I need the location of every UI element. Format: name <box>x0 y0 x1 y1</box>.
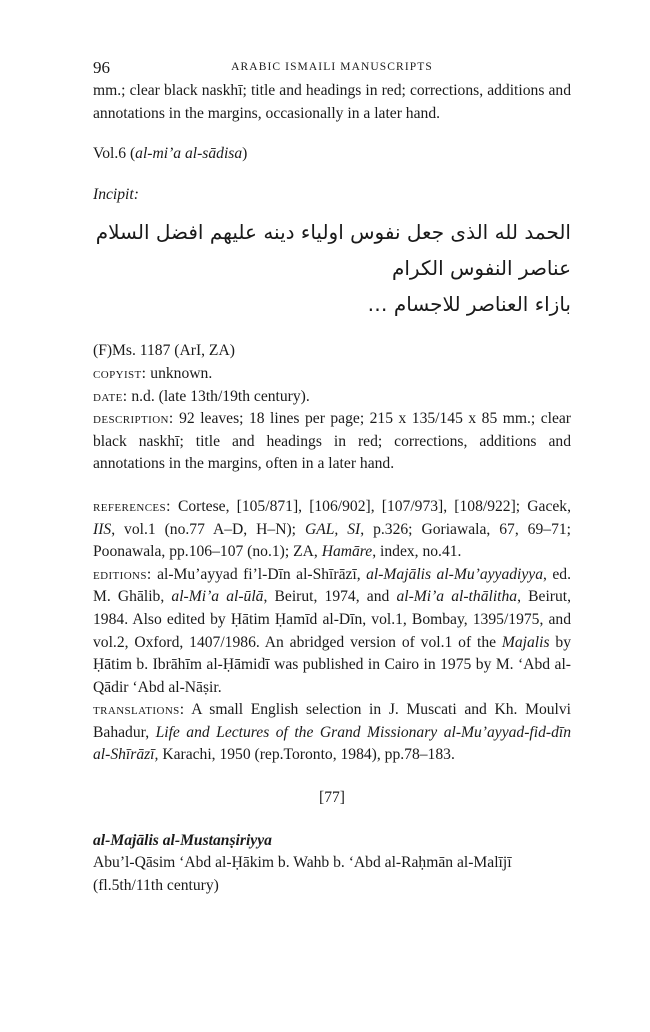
translations-paragraph: translations: A small English selection in J. Muscati and Kh. Moulvi Bahadur, Life and Lectures of the Grand Missionary al-Mu’ayyad-fid-dīn al-Shīrāzī, Karachi, 1950 (rep.Toronto, 1984), pp.78–183. <box>93 701 571 764</box>
running-title: ARABIC ISMAILI MANUSCRIPTS <box>231 61 433 73</box>
volume-title: al-mi’a al-sādisa <box>135 145 243 163</box>
manuscript-page <box>93 58 571 897</box>
date-label: date: <box>93 387 128 405</box>
ms-line: (F)Ms. 1187 (ArI, ZA) <box>93 342 235 360</box>
references-label: references: <box>93 497 171 515</box>
next-entry-dates: (fl.5th/11th century) <box>93 876 219 894</box>
editions-paragraph: editions: al-Mu’ayyad fi’l-Dīn al-Shīrāzī, al-Majālis al-Mu’ayyadiyya, ed. M. Ghālib, al-Mi’a al-ūlā, Beirut, 1974, and al-Mi’a al-thālitha, Beirut, 1984. Also edited by Ḥātim Ḥamīd al-Dīn, vol.1, Bombay, 1395/1975, and vol.2, Oxford, 1407/1986. An abridged version of vol.1 of the Majalis by Ḥātim b. Ibrāhīm al-Ḥāmidī was published in Cairo in 1975 by M. ‘Abd al-Qādir ‘Abd al-Nāṣir. <box>93 565 572 696</box>
intro-paragraph: mm.; clear black naskhī; title and headings in red; corrections, additions and annotations in the margins, occasionally in a later hand. <box>93 82 571 122</box>
references-paragraph: references: Cortese, [105/871], [106/902], [107/973], [108/922]; Gacek, IIS, vol.1 (no.77 A–D, H–N); GAL, SI, p.326; Goriawala, 67, 69–71; Poonawala, pp.106–107 (no.1); ZA, Hamāre, index, no.41. <box>93 497 571 561</box>
date-line: date: n.d. (late 13th/19th century). <box>93 387 310 405</box>
next-entry-title: al-Majālis al-Mustanṣiriyya <box>93 831 272 849</box>
next-entry-author: Abu’l-Qāsim ‘Abd al-Ḥākim b. Wahb b. ‘Abd al-Raḥmān al-Malījī <box>93 854 512 872</box>
copyist-label: copyist: <box>93 364 147 382</box>
incipit-label: Incipit: <box>93 185 139 203</box>
arabic-incipit-line-2: بازاء العناصر للاجسام … <box>367 292 571 317</box>
description-paragraph: description: 92 leaves; 18 lines per page; 215 x 135/145 x 85 mm.; clear black naskhī; title and headings in red; corrections, additions and annotations in the margins, often in a later hand. <box>93 410 571 473</box>
arabic-incipit-line-1: الحمد لله الذى جعل نفوس اولياء دينه عليهم افضل السلام عناصر النفوس الكرام <box>95 220 571 281</box>
copyist-line: copyist: unknown. <box>93 364 213 382</box>
description-label: description: <box>93 410 174 428</box>
page-number: 96 <box>93 58 110 77</box>
translations-label: translations: <box>93 701 185 719</box>
entry-number: [77] <box>319 789 345 807</box>
arabic-incipit <box>93 214 571 322</box>
volume-line: Vol.6 (al-mi’a al-sādisa) <box>93 145 248 163</box>
running-head <box>93 58 571 80</box>
editions-label: editions: <box>93 565 152 583</box>
